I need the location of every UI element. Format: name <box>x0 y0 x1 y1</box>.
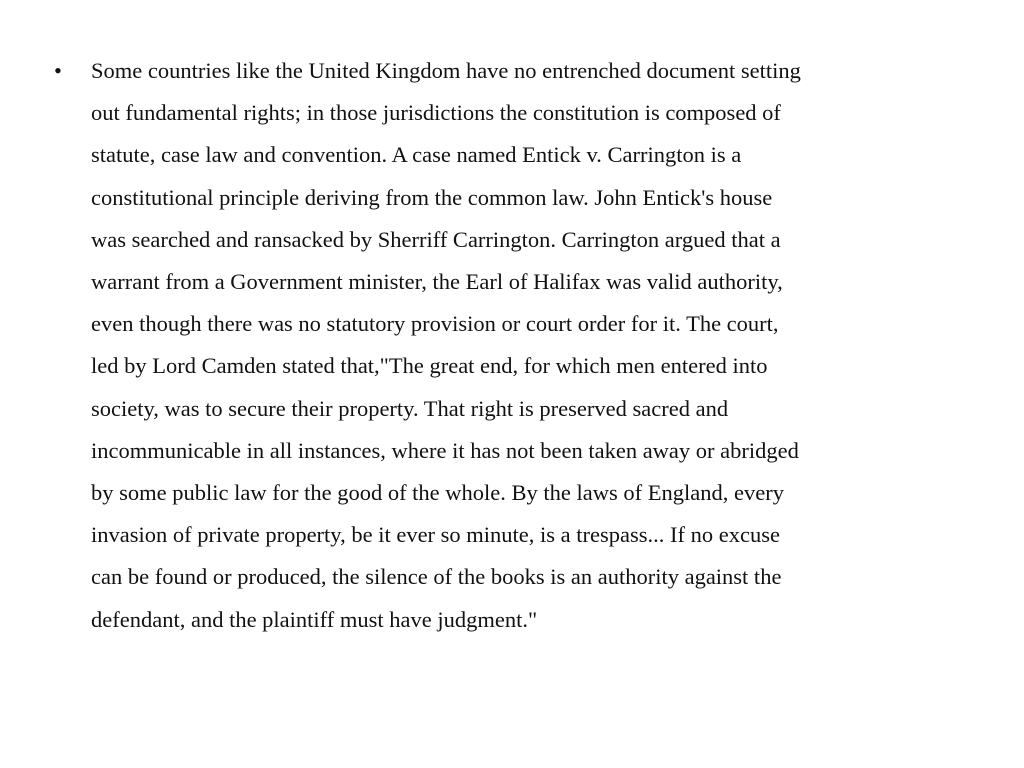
bullet-paragraph <box>91 50 954 641</box>
paragraph-line: was searched and ransacked by Sherriff Carrington. Carrington argued that a <box>91 226 781 252</box>
bullet-icon: • <box>54 58 62 83</box>
paragraph-line: defendant, and the plaintiff must have judgment." <box>91 606 538 632</box>
paragraph-line: can be found or produced, the silence of the books is an authority against the <box>91 564 782 590</box>
paragraph-line: constitutional principle deriving from the common law. John Entick's house <box>91 184 773 210</box>
paragraph-line: by some public law for the good of the whole. By the laws of England, every <box>91 480 784 506</box>
paragraph-line: warrant from a Government minister, the Earl of Halifax was valid authority, <box>91 269 783 295</box>
paragraph-line: society, was to secure their property. That right is preserved sacred and <box>91 395 729 421</box>
paragraph-line: statute, case law and convention. A case named Entick v. Carrington is a <box>91 142 742 168</box>
paragraph-line: incommunicable in all instances, where it has not been taken away or abridged <box>91 437 799 463</box>
paragraph-line: even though there was no statutory provision or court order for it. The court, <box>91 311 779 337</box>
bullet-item <box>54 50 954 641</box>
paragraph-line: Some countries like the United Kingdom have no entrenched document setting <box>91 58 801 83</box>
paragraph-line: out fundamental rights; in those jurisdictions the constitution is composed of <box>91 100 781 126</box>
paragraph-line: led by Lord Camden stated that,"The great end, for which men entered into <box>91 353 768 379</box>
paragraph-line: invasion of private property, be it ever so minute, is a trespass... If no excuse <box>91 522 780 548</box>
